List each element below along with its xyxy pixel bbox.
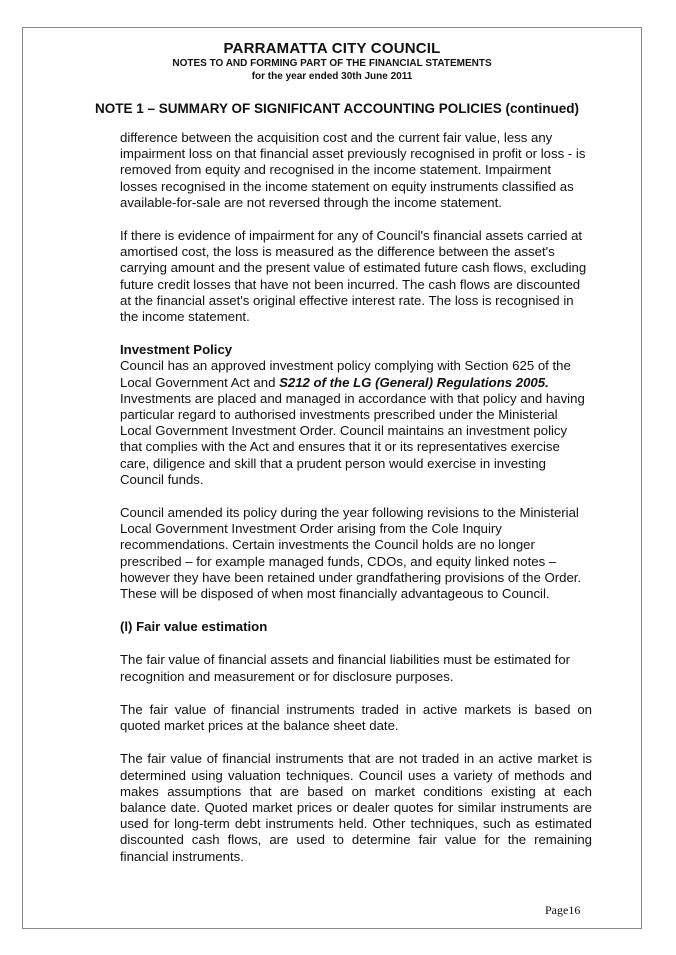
paragraph-fair-value-3: The fair value of financial instruments that are not traded in an active market is determined using valuation techniques. Council uses a variety of methods and makes assumptions that are based on market conditions existing at each balance date. Quoted market prices or dealer quotes for similar instruments are used for long-term debt instruments held. Other techniques, such as estimated discounted cash flows, are used to determine fair value for the remaining financial instruments.: [120, 751, 592, 864]
investment-policy-text-1: Council has an approved investment policy complying with Section 625 of the Local Government Act and: [120, 358, 571, 390]
regulation-reference: S212 of the LG (General) Regulations 2005.: [279, 374, 549, 390]
note-title: NOTE 1 – SUMMARY OF SIGNIFICANT ACCOUNTING POLICIES (continued): [95, 101, 580, 116]
paragraph-impairment-amortised: If there is evidence of impairment for any of Council's financial assets carried at amortised cost, the loss is measured as the difference between the asset's carrying amount and the present value of estimated future cash flows, excluding future credit losses that have not been incurred. The cash flows are discounted at the financial asset's original effective interest rate. The loss is recognised in the income statement.: [120, 228, 587, 325]
page-number: Page16: [545, 903, 581, 917]
paragraph-impairment-afs: difference between the acquisition cost and the current fair value, less any impairment loss on that financial asset previously recognised in profit or loss - is removed from equity and recognised in the income statement. Impairment losses recognised in the income statement on equity instruments classified as available-for-sale are not reversed through the income statement.: [120, 130, 586, 210]
note-body: [120, 130, 592, 865]
paragraph-investment-policy: [120, 358, 592, 488]
paragraph-fair-value-1: The fair value of financial assets and financial liabilities must be estimated for recognition and measurement or for disclosure purposes.: [120, 652, 571, 684]
period-line: for the year ended 30th June 2011: [251, 71, 413, 82]
investment-policy-heading: Investment Policy: [120, 342, 233, 358]
fair-value-heading: (l) Fair value estimation: [120, 619, 268, 635]
investment-policy-text-2: Investments are placed and managed in accordance with that policy and having particular regard to authorised investments prescribed under the Ministerial Local Government Investment Order. Council maintains an investment policy that complies with the Act and ensures that it or its representatives exercise care, diligence and skill that a prudent person would exercise in investing Council funds.: [120, 390, 585, 487]
document-header: [22, 40, 642, 83]
paragraph-policy-amendment: Council amended its policy during the year following revisions to the Ministerial Local Government Investment Order arising from the Cole Inquiry recommendations. Certain investments the Council holds are no longer prescribed – for example managed funds, CDOs, and equity linked notes – however they have been retained under grandfathering provisions of the Order. These will be disposed of when most financially advantageous to Council.: [120, 505, 582, 602]
council-name: PARRAMATTA CITY COUNCIL: [223, 40, 441, 57]
statements-subtitle: NOTES TO AND FORMING PART OF THE FINANCIAL STATEMENTS: [172, 58, 492, 69]
paragraph-fair-value-2: The fair value of financial instruments traded in active markets is based on quoted market prices at the balance sheet date.: [120, 701, 592, 734]
